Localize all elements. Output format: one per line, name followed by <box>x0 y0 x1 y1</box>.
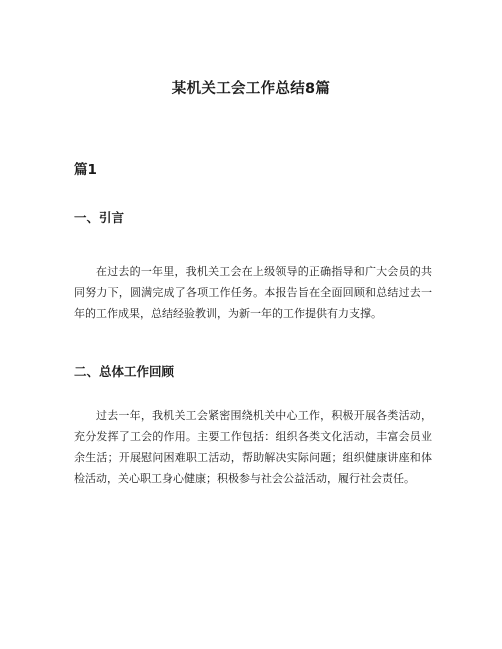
section-heading-introduction: 一、引言 <box>74 210 125 225</box>
section-paragraph-introduction: 在过去的一年里，我机关工会在上级领导的正确指导和广大会员的共同努力下，圆满完成了各项工作任务。本报告旨在全面回顾和总结过去一年的工作成果，总结经验教训，为新一年的工作提供有力支撑。 <box>74 265 432 320</box>
section-heading-overall-review: 二、总体工作回顾 <box>74 364 175 379</box>
part-heading: 篇1 <box>74 162 97 178</box>
section-paragraph-overall-review: 过去一年，我机关工会紧密围绕机关中心工作，积极开展各类活动，充分发挥了工会的作用。主要工作包括：组织各类文化活动，丰富会员业余生活；开展慰问困难职工活动，帮助解决实际问题；组织健康讲座和体检活动，关心职工身心健康；积极参与社会公益活动，履行社会责任。 <box>74 409 432 485</box>
document-title: 某机关工会工作总结8篇 <box>171 81 331 97</box>
